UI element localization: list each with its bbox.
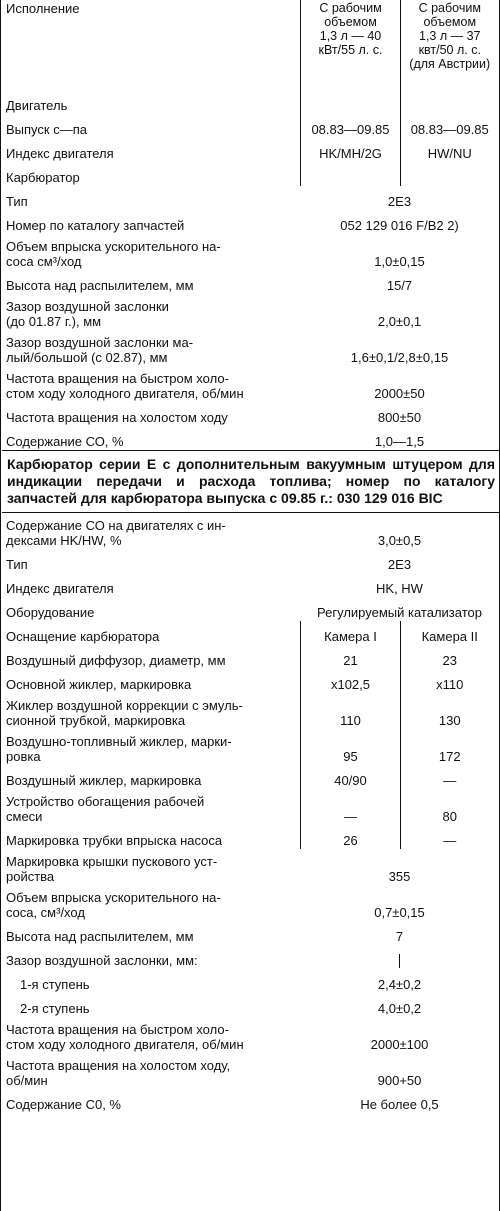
row-value: 1,0—1,5 xyxy=(374,434,425,449)
row-value: HK, HW xyxy=(376,581,423,596)
carburetor-spec-table-1 xyxy=(2,0,498,450)
table-row xyxy=(2,186,498,210)
table-row xyxy=(2,1089,498,1113)
row-value: 2000±50 xyxy=(374,386,425,401)
table-row xyxy=(2,669,498,693)
row-value: x102,5 xyxy=(300,669,400,693)
table-row xyxy=(2,330,498,366)
row-value: 40/90 xyxy=(300,765,400,789)
table-header-row xyxy=(2,0,498,92)
row-value: — xyxy=(300,789,400,825)
row-value: 2E3 xyxy=(387,557,412,572)
row-value: 1,6±0,1/2,8±0,15 xyxy=(350,350,449,365)
table-row xyxy=(2,1017,498,1053)
divider-mark xyxy=(300,945,498,969)
row-value: — xyxy=(400,825,498,849)
row-value: 172 xyxy=(400,729,498,765)
table-row xyxy=(2,294,498,330)
row-label: Оборудование xyxy=(6,605,95,620)
table-row xyxy=(2,549,498,573)
table-row xyxy=(2,234,498,270)
row-label: Тип xyxy=(6,557,28,572)
row-value: 21 xyxy=(300,645,400,669)
row-label: Воздушный диффузор, диаметр, мм xyxy=(6,653,226,668)
row-value: HK/MH/2G xyxy=(300,138,400,162)
row-value: 23 xyxy=(400,645,498,669)
row-value: 110 xyxy=(300,693,400,729)
table-row xyxy=(2,366,498,402)
row-label: Маркировка трубки впрыска насоса xyxy=(6,833,223,848)
row-label: Частота вращения на быстром холо- стом ходу холодного двигателя, об/мин xyxy=(6,371,244,401)
table-row xyxy=(2,1053,498,1089)
table-row xyxy=(2,921,498,945)
row-value: Регулируемый катализатор xyxy=(317,605,482,620)
row-value: x110 xyxy=(400,669,498,693)
row-label: Основной жиклер, маркировка xyxy=(6,677,192,692)
row-value: Не более 0,5 xyxy=(360,1097,439,1112)
row-label: Индекс двигателя xyxy=(6,146,114,161)
row-value: 7 xyxy=(395,929,404,944)
row-label: Содержание С0, % xyxy=(6,1097,121,1112)
table-row xyxy=(2,210,498,234)
row-value: 130 xyxy=(400,693,498,729)
table-row xyxy=(2,621,498,645)
row-label: Объем впрыска ускорительного на- соса см³/ход xyxy=(6,239,221,269)
row-label: Выпуск с—па xyxy=(6,122,87,137)
table-row xyxy=(2,969,498,993)
row-value: 2,4±0,2 xyxy=(377,977,422,992)
table-row xyxy=(2,513,498,549)
row-label: Маркировка крышки пускового уст- ройства xyxy=(6,854,218,884)
row-value: Камера II xyxy=(400,621,498,645)
row-value: HW/NU xyxy=(400,138,498,162)
row-value: 80 xyxy=(400,789,498,825)
table-row xyxy=(2,729,498,765)
row-label: Содержание СО, % xyxy=(6,434,124,449)
table-row xyxy=(2,789,498,825)
row-value: 355 xyxy=(388,869,411,884)
table-row xyxy=(2,426,498,450)
row-label: Номер по каталогу запчастей xyxy=(6,218,185,233)
table-row xyxy=(2,825,498,849)
header-col-1: С рабочим объемом 1,3 л — 40 кВт/55 л. с. xyxy=(300,0,400,92)
row-label: Частота вращения на холостом ходу xyxy=(6,410,228,425)
row-value: 2000±100 xyxy=(370,1037,429,1052)
table-row xyxy=(2,945,498,969)
carburetor-spec-table-2 xyxy=(2,513,498,1113)
row-label: Тип xyxy=(6,194,28,209)
row-value: 4,0±0,2 xyxy=(377,1001,422,1016)
row-label: Жиклер воздушной коррекции с эмуль- сионной трубкой, маркировка xyxy=(6,698,243,728)
table-row xyxy=(2,573,498,597)
row-label: Объем впрыска ускорительного на- coca, см³/ход xyxy=(6,890,221,920)
row-value: 08.83—09.85 xyxy=(300,114,400,138)
row-value: 08.83—09.85 xyxy=(400,114,498,138)
table-row xyxy=(2,993,498,1017)
row-value: 15/7 xyxy=(386,278,413,293)
table-row xyxy=(2,270,498,294)
row-value: 95 xyxy=(300,729,400,765)
table-row xyxy=(2,597,498,621)
table-row xyxy=(2,138,498,162)
row-value: 3,0±0,5 xyxy=(377,533,422,548)
row-value: 052 129 016 F/B2 2) xyxy=(340,218,459,233)
row-label: Зазор воздушной заслонки, мм: xyxy=(6,953,198,968)
row-label: Воздушно-топливный жиклер, марки- ровка xyxy=(6,734,232,764)
row-label: Частота вращения на быстром холо- стом ходу холодного двигателя, об/мин xyxy=(6,1022,244,1052)
section-title: Карбюратор серии Е с дополнительным вакуумным штуцером для индикации передачи и расхода топлива; номер по каталогу запчастей для карбюратора выпуска с 09.85 г.: 030 129 016 BIC xyxy=(2,450,500,513)
row-label: Высота над распылителем, мм xyxy=(6,929,194,944)
table-row xyxy=(2,114,498,138)
row-label: Частота вращения на холостом ходу, об/мин xyxy=(6,1058,231,1088)
row-label: Содержание СО на двигателях с ин- дексами HK/HW, % xyxy=(6,518,226,548)
row-value: 900+50 xyxy=(377,1073,422,1088)
header-col-2: С рабочим объемом 1,3 л — 37 квт/50 л. с. (для Австрии) xyxy=(400,0,498,92)
row-label: Зазор воздушной заслонки (до 01.87 г.), мм xyxy=(6,299,169,329)
row-label: Зазор воздушной заслонки ма- лый/большой (с 02.87), мм xyxy=(6,335,194,365)
row-label: Карбюратор xyxy=(6,170,80,185)
row-value: 0,7±0,15 xyxy=(374,905,425,920)
row-label: Высота над распылителем, мм xyxy=(6,278,194,293)
table-row xyxy=(2,849,498,885)
row-value: 2E3 xyxy=(387,194,412,209)
header-label: Исполнение xyxy=(6,1,80,16)
row-label: 2-я ступень xyxy=(20,1001,90,1016)
row-value: 2,0±0,1 xyxy=(377,314,422,329)
row-value: 26 xyxy=(300,825,400,849)
row-label: 1-я ступень xyxy=(20,977,90,992)
table-row xyxy=(2,162,498,186)
row-label: Индекс двигателя xyxy=(6,581,114,596)
table-row xyxy=(2,693,498,729)
row-value: 800±50 xyxy=(377,410,422,425)
table-row xyxy=(2,92,498,114)
row-value: — xyxy=(400,765,498,789)
row-label: Воздушный жиклер, маркировка xyxy=(6,773,202,788)
row-value: Камера I xyxy=(300,621,400,645)
row-value: 1,0±0,15 xyxy=(374,254,425,269)
table-row xyxy=(2,402,498,426)
table-row xyxy=(2,765,498,789)
row-label: Устройство обогащения рабочей смеси xyxy=(6,794,205,824)
table-row xyxy=(2,645,498,669)
row-label: Оснащение карбюратора xyxy=(6,629,160,644)
table-row xyxy=(2,885,498,921)
row-label: Двигатель xyxy=(6,98,68,113)
